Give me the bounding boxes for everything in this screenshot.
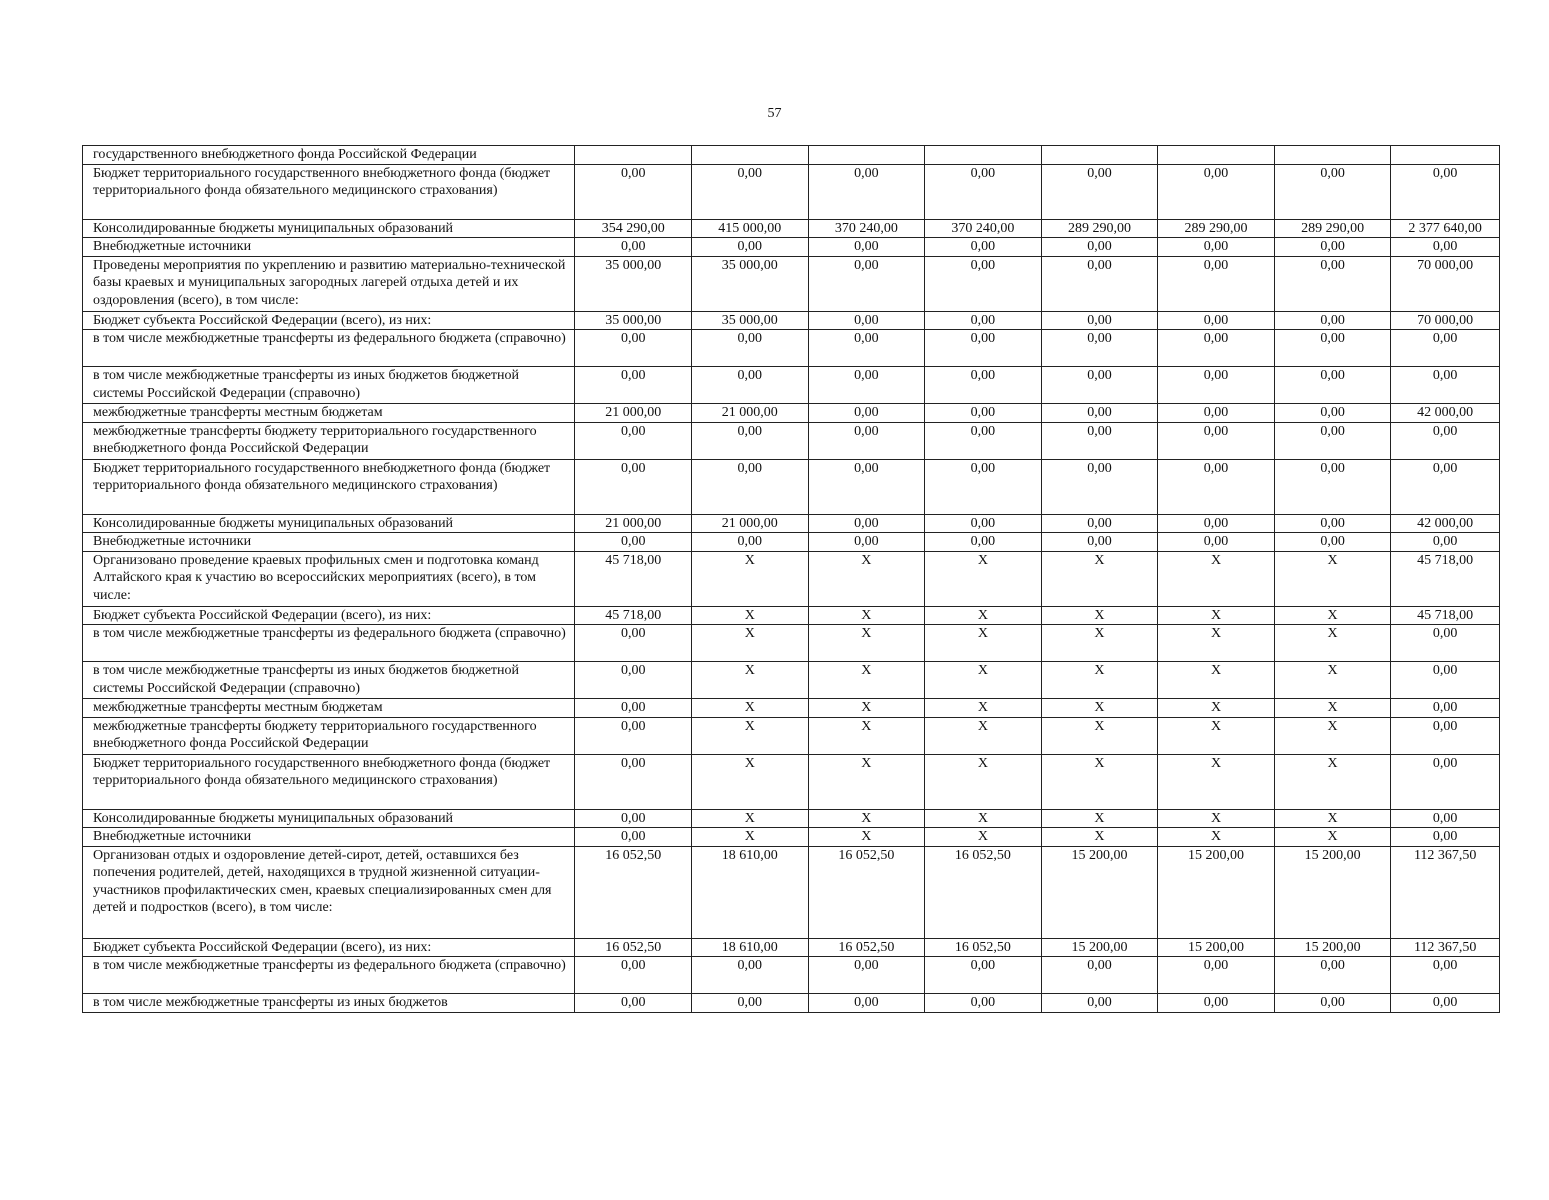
value-cell: X [1041,699,1158,718]
table-row [83,367,1500,404]
total-value-cell: 0,00 [1391,828,1500,847]
value-cell: X [808,717,925,754]
value-cell: X [691,606,808,625]
value-cell: 415 000,00 [691,219,808,238]
value-cell: X [925,606,1042,625]
total-value-cell: 70 000,00 [1391,311,1500,330]
value-cell: 0,00 [575,238,692,257]
table-row [83,533,1500,552]
value-cell: 0,00 [1274,164,1391,219]
value-cell [808,146,925,165]
value-cell: X [691,625,808,662]
value-cell: 0,00 [575,754,692,809]
value-cell: 0,00 [925,238,1042,257]
value-cell: 0,00 [925,957,1042,994]
total-value-cell: 112 367,50 [1391,846,1500,938]
value-cell: 0,00 [1041,311,1158,330]
value-cell: 18 610,00 [691,846,808,938]
row-label-cell: в том числе межбюджетные трансферты из федерального бюджета (справочно) [83,957,575,994]
value-cell: 0,00 [1041,256,1158,311]
table-row [83,238,1500,257]
value-cell: X [1041,809,1158,828]
row-label-cell: Организовано проведение краевых профильных смен и подготовка команд Алтайского края к участию во всероссийских мероприятиях (всего), в том числе: [83,551,575,606]
value-cell: X [1274,625,1391,662]
value-cell: 0,00 [925,367,1042,404]
value-cell: 0,00 [1274,367,1391,404]
value-cell: 289 290,00 [1158,219,1275,238]
value-cell: 0,00 [1158,957,1275,994]
row-label-cell: Проведены мероприятия по укреплению и развитию материально-технической базы краевых и муниципальных загородных лагерей отдыха детей и их оздоровления (всего), в том числе: [83,256,575,311]
value-cell [1158,146,1275,165]
budget-table-container [82,145,1500,1013]
value-cell: X [1158,606,1275,625]
row-label-cell: Бюджет субъекта Российской Федерации (всего), из них: [83,938,575,957]
total-value-cell: 0,00 [1391,809,1500,828]
value-cell: 0,00 [575,662,692,699]
row-label-cell: в том числе межбюджетные трансферты из федерального бюджета (справочно) [83,625,575,662]
table-row [83,404,1500,423]
table-row [83,514,1500,533]
value-cell: X [1041,606,1158,625]
value-cell: 0,00 [925,164,1042,219]
value-cell: 0,00 [1274,238,1391,257]
value-cell [691,146,808,165]
table-row [83,717,1500,754]
value-cell: 0,00 [808,164,925,219]
total-value-cell: 42 000,00 [1391,514,1500,533]
value-cell: 0,00 [925,422,1042,459]
value-cell: X [1041,551,1158,606]
value-cell: X [1041,662,1158,699]
total-value-cell: 2 377 640,00 [1391,219,1500,238]
value-cell: 45 718,00 [575,551,692,606]
value-cell: X [691,551,808,606]
value-cell: 15 200,00 [1274,938,1391,957]
value-cell: 0,00 [1274,311,1391,330]
value-cell: 0,00 [925,459,1042,514]
value-cell: 0,00 [575,994,692,1013]
value-cell: 0,00 [1274,330,1391,367]
value-cell: X [925,809,1042,828]
value-cell: X [808,551,925,606]
table-row [83,330,1500,367]
row-label-cell: межбюджетные трансферты местным бюджетам [83,699,575,718]
value-cell: 289 290,00 [1274,219,1391,238]
value-cell: 289 290,00 [1041,219,1158,238]
total-value-cell: 70 000,00 [1391,256,1500,311]
table-row [83,754,1500,809]
value-cell: X [1158,754,1275,809]
value-cell: 35 000,00 [575,311,692,330]
row-label-cell: межбюджетные трансферты местным бюджетам [83,404,575,423]
table-row [83,662,1500,699]
value-cell: X [1274,809,1391,828]
row-label-cell: Бюджет субъекта Российской Федерации (всего), из них: [83,311,575,330]
row-label-cell: государственного внебюджетного фонда Российской Федерации [83,146,575,165]
total-value-cell: 0,00 [1391,238,1500,257]
value-cell: 0,00 [925,514,1042,533]
value-cell [1274,146,1391,165]
value-cell: 0,00 [1041,238,1158,257]
row-label-cell: межбюджетные трансферты бюджету территориального государственного внебюджетного фонда Российской Федерации [83,717,575,754]
value-cell: 0,00 [691,459,808,514]
value-cell: X [808,809,925,828]
value-cell: X [925,828,1042,847]
value-cell: 0,00 [808,311,925,330]
row-label-cell: в том числе межбюджетные трансферты из федерального бюджета (справочно) [83,330,575,367]
table-row [83,146,1500,165]
page-number: 57 [767,106,782,121]
value-cell: 35 000,00 [691,311,808,330]
total-value-cell: 42 000,00 [1391,404,1500,423]
value-cell: 16 052,50 [925,938,1042,957]
value-cell: 0,00 [691,957,808,994]
row-label-cell: межбюджетные трансферты бюджету территориального государственного внебюджетного фонда Российской Федерации [83,422,575,459]
value-cell: 16 052,50 [925,846,1042,938]
table-row [83,828,1500,847]
value-cell: 0,00 [575,828,692,847]
row-label-cell: Консолидированные бюджеты муниципальных образований [83,219,575,238]
value-cell: 21 000,00 [575,404,692,423]
row-label-cell: в том числе межбюджетные трансферты из иных бюджетов бюджетной системы Российской Федерации (справочно) [83,662,575,699]
value-cell: 0,00 [691,367,808,404]
table-row [83,459,1500,514]
value-cell: 21 000,00 [691,404,808,423]
value-cell: 0,00 [575,717,692,754]
value-cell: 35 000,00 [575,256,692,311]
value-cell: 0,00 [808,957,925,994]
table-row [83,994,1500,1013]
row-label-cell: в том числе межбюджетные трансферты из иных бюджетов [83,994,575,1013]
value-cell: 0,00 [1158,404,1275,423]
value-cell: X [1158,625,1275,662]
total-value-cell: 0,00 [1391,662,1500,699]
total-value-cell [1391,146,1500,165]
row-label-cell: Организован отдых и оздоровление детей-сирот, детей, оставшихся без попечения родителей, детей, находящихся в трудной жизненной ситуации-участников профилактических смен, краевых специализированных смен для детей и подростков (всего), в том числе: [83,846,575,938]
total-value-cell: 45 718,00 [1391,551,1500,606]
value-cell: 370 240,00 [808,219,925,238]
value-cell: 0,00 [1274,533,1391,552]
value-cell: X [1041,625,1158,662]
value-cell: X [925,754,1042,809]
value-cell: 18 610,00 [691,938,808,957]
value-cell: 0,00 [1274,459,1391,514]
value-cell: 0,00 [1158,994,1275,1013]
value-cell: X [925,551,1042,606]
value-cell: X [1041,717,1158,754]
budget-table [82,145,1500,1013]
table-row [83,699,1500,718]
value-cell: X [1041,754,1158,809]
value-cell: 0,00 [808,533,925,552]
value-cell: 0,00 [691,422,808,459]
value-cell: X [1274,606,1391,625]
value-cell [575,146,692,165]
value-cell: X [1274,551,1391,606]
value-cell: X [925,662,1042,699]
value-cell: X [1158,717,1275,754]
value-cell: 370 240,00 [925,219,1042,238]
value-cell: X [1158,828,1275,847]
value-cell: 35 000,00 [691,256,808,311]
value-cell: 354 290,00 [575,219,692,238]
table-row [83,551,1500,606]
budget-table-body [83,146,1500,1013]
total-value-cell: 0,00 [1391,459,1500,514]
value-cell: 0,00 [1041,367,1158,404]
table-row [83,957,1500,994]
value-cell: 16 052,50 [808,938,925,957]
value-cell: 0,00 [808,367,925,404]
table-row [83,256,1500,311]
value-cell: 0,00 [1041,422,1158,459]
total-value-cell: 0,00 [1391,699,1500,718]
row-label-cell: Бюджет территориального государственного внебюджетного фонда (бюджет территориального фонда обязательного медицинского страхования) [83,164,575,219]
value-cell: 0,00 [1041,514,1158,533]
row-label-cell: Консолидированные бюджеты муниципальных образований [83,514,575,533]
value-cell: X [808,625,925,662]
value-cell: 0,00 [925,256,1042,311]
value-cell: 0,00 [575,164,692,219]
value-cell: 16 052,50 [575,938,692,957]
total-value-cell: 0,00 [1391,625,1500,662]
value-cell: 0,00 [1274,994,1391,1013]
value-cell: X [1158,699,1275,718]
total-value-cell: 45 718,00 [1391,606,1500,625]
value-cell: X [1041,828,1158,847]
value-cell: 0,00 [925,311,1042,330]
value-cell: X [691,662,808,699]
value-cell: 0,00 [925,330,1042,367]
value-cell: 0,00 [808,422,925,459]
value-cell: 0,00 [575,533,692,552]
value-cell: 0,00 [808,514,925,533]
value-cell: 0,00 [575,459,692,514]
value-cell: 0,00 [1158,533,1275,552]
value-cell: 0,00 [1274,422,1391,459]
value-cell: 0,00 [1041,957,1158,994]
value-cell: X [1158,662,1275,699]
row-label-cell: Консолидированные бюджеты муниципальных образований [83,809,575,828]
value-cell: 0,00 [1041,994,1158,1013]
row-label-cell: Бюджет субъекта Российской Федерации (всего), из них: [83,606,575,625]
value-cell: 0,00 [1158,367,1275,404]
value-cell: 0,00 [1158,238,1275,257]
value-cell: X [691,754,808,809]
table-row [83,809,1500,828]
value-cell: 0,00 [691,164,808,219]
row-label-cell: Бюджет территориального государственного внебюджетного фонда (бюджет территориального фонда обязательного медицинского страхования) [83,754,575,809]
value-cell: 0,00 [691,994,808,1013]
value-cell: 0,00 [808,994,925,1013]
value-cell: 0,00 [1158,311,1275,330]
value-cell: 0,00 [691,330,808,367]
value-cell: 0,00 [691,533,808,552]
value-cell: 21 000,00 [691,514,808,533]
value-cell: 0,00 [1158,514,1275,533]
value-cell: 15 200,00 [1158,938,1275,957]
total-value-cell: 0,00 [1391,717,1500,754]
value-cell: X [1274,828,1391,847]
value-cell: 15 200,00 [1041,846,1158,938]
total-value-cell: 0,00 [1391,367,1500,404]
value-cell: 0,00 [575,422,692,459]
value-cell: 0,00 [1274,514,1391,533]
value-cell: 45 718,00 [575,606,692,625]
value-cell: 0,00 [1041,533,1158,552]
value-cell: 16 052,50 [575,846,692,938]
value-cell: X [1274,717,1391,754]
value-cell: X [808,662,925,699]
value-cell: 0,00 [1274,957,1391,994]
value-cell: X [691,717,808,754]
value-cell: X [925,717,1042,754]
table-row [83,164,1500,219]
value-cell: 0,00 [575,957,692,994]
total-value-cell: 0,00 [1391,533,1500,552]
total-value-cell: 0,00 [1391,957,1500,994]
value-cell: 0,00 [1041,330,1158,367]
table-row [83,625,1500,662]
value-cell: 0,00 [925,994,1042,1013]
table-row [83,846,1500,938]
table-row [83,311,1500,330]
value-cell: X [808,699,925,718]
value-cell: 0,00 [1158,164,1275,219]
value-cell: X [1274,699,1391,718]
value-cell: X [691,828,808,847]
value-cell: X [925,699,1042,718]
value-cell: 0,00 [575,367,692,404]
value-cell [925,146,1042,165]
value-cell [1041,146,1158,165]
row-label-cell: Внебюджетные источники [83,238,575,257]
value-cell: 0,00 [1158,459,1275,514]
value-cell: X [1158,551,1275,606]
total-value-cell: 0,00 [1391,422,1500,459]
value-cell: 0,00 [808,459,925,514]
value-cell: 15 200,00 [1158,846,1275,938]
table-row [83,422,1500,459]
value-cell: 15 200,00 [1041,938,1158,957]
row-label-cell: Бюджет территориального государственного внебюджетного фонда (бюджет территориального фонда обязательного медицинского страхования) [83,459,575,514]
value-cell: 0,00 [1041,459,1158,514]
total-value-cell: 0,00 [1391,164,1500,219]
row-label-cell: в том числе межбюджетные трансферты из иных бюджетов бюджетной системы Российской Федерации (справочно) [83,367,575,404]
total-value-cell: 0,00 [1391,754,1500,809]
value-cell: 0,00 [1158,422,1275,459]
row-label-cell: Внебюджетные источники [83,828,575,847]
total-value-cell: 0,00 [1391,994,1500,1013]
value-cell: 0,00 [1158,256,1275,311]
total-value-cell: 112 367,50 [1391,938,1500,957]
value-cell: 0,00 [575,330,692,367]
table-row [83,219,1500,238]
row-label-cell: Внебюджетные источники [83,533,575,552]
value-cell: 0,00 [575,625,692,662]
value-cell: 0,00 [925,404,1042,423]
value-cell: X [808,828,925,847]
value-cell: 0,00 [575,699,692,718]
total-value-cell: 0,00 [1391,330,1500,367]
value-cell: 0,00 [691,238,808,257]
value-cell: 0,00 [925,533,1042,552]
value-cell: 16 052,50 [808,846,925,938]
value-cell: 0,00 [1041,404,1158,423]
value-cell: X [1274,662,1391,699]
value-cell: X [691,699,808,718]
value-cell: 0,00 [808,256,925,311]
value-cell: 0,00 [1041,164,1158,219]
value-cell: X [808,606,925,625]
value-cell: 0,00 [1274,256,1391,311]
value-cell: X [691,809,808,828]
value-cell: 0,00 [1274,404,1391,423]
table-row [83,606,1500,625]
value-cell: 0,00 [808,404,925,423]
value-cell: X [925,625,1042,662]
value-cell: 15 200,00 [1274,846,1391,938]
value-cell: 0,00 [808,238,925,257]
value-cell: X [1158,809,1275,828]
value-cell: 0,00 [1158,330,1275,367]
value-cell: 0,00 [575,809,692,828]
value-cell: 0,00 [808,330,925,367]
value-cell: X [808,754,925,809]
table-row [83,938,1500,957]
value-cell: 21 000,00 [575,514,692,533]
value-cell: X [1274,754,1391,809]
